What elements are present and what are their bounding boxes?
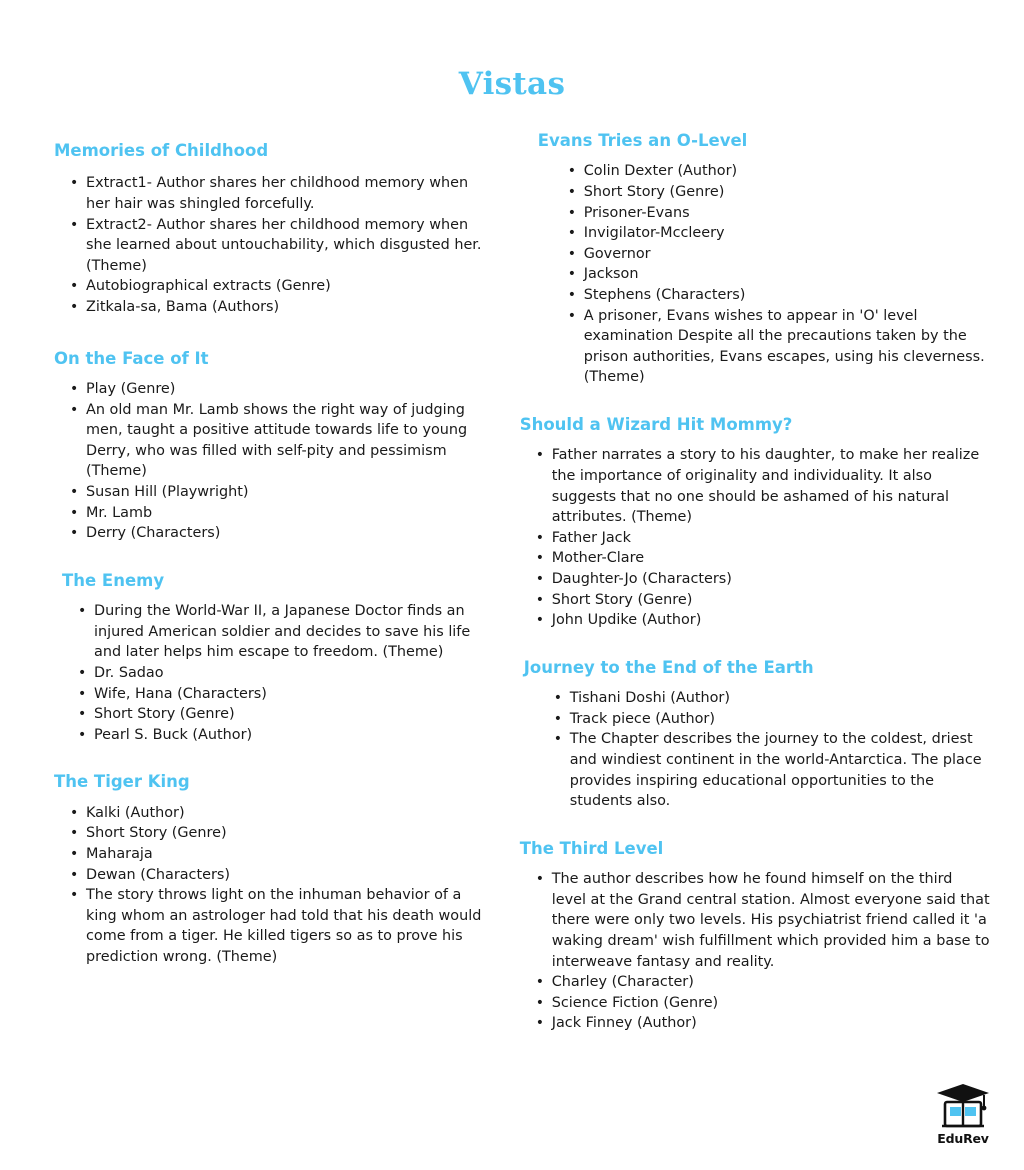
section-heading: Memories of Childhood — [54, 141, 269, 160]
list-item: • Play (Genre) — [84, 379, 490, 400]
page-title: Vistas — [458, 66, 566, 102]
list-item: • Maharaja — [84, 844, 490, 865]
section-journey-to-the-end-of-the-earth — [520, 657, 990, 812]
section-heading: On the Face of It — [54, 348, 209, 368]
logo-text: EduRev — [937, 1131, 989, 1146]
list-item: • Daughter-Jo (Characters) — [550, 569, 990, 590]
list-item: • Science Fiction (Genre) — [550, 993, 990, 1014]
list-item: • Extract1- Author shares her childhood memory when her hair was shingled forcefully. — [84, 173, 490, 214]
list-item: • Father Jack — [550, 528, 990, 549]
section-heading: Should a Wizard Hit Mommy? — [519, 414, 793, 434]
section-heading: Evans Tries an O-Level — [537, 131, 748, 150]
list-item: • Mother-Clare — [550, 548, 990, 569]
list-item: • Short Story (Genre) — [582, 182, 990, 203]
section-the-enemy — [54, 570, 490, 746]
list-item: • Jackson — [582, 264, 990, 285]
list-item: • The story throws light on the inhuman behavior of a king whom an astrologer had told that his death would come from a tiger. He killed tigers so as to prove his prediction wrong. (Theme) — [84, 885, 490, 967]
right-column — [490, 131, 990, 1060]
list-item: • Mr. Lamb — [84, 503, 490, 524]
list-item: • The Chapter describes the journey to the coldest, driest and windiest continent in the world-Antarctica. The place provides inspiring educational opportunities to the students also. — [568, 729, 990, 811]
section-list — [54, 379, 490, 544]
list-item: • Zitkala-sa, Bama (Authors) — [84, 297, 490, 318]
section-evans-tries-an-o-level — [520, 130, 990, 388]
list-item: • An old man Mr. Lamb shows the right way of judging men, taught a positive attitude towards life to young Derry, who was filled with self-pity and pessimism (Theme) — [84, 400, 490, 482]
list-item: • Invigilator-Mccleery — [582, 223, 990, 244]
section-heading: The Third Level — [519, 838, 664, 858]
section-memories-of-childhood — [54, 140, 490, 318]
left-column — [38, 138, 490, 994]
section-heading: The Enemy — [62, 570, 165, 590]
list-item: • Track piece (Author) — [568, 709, 990, 730]
graduation-cap-book-icon — [934, 1082, 992, 1130]
section-the-tiger-king — [54, 771, 490, 967]
list-item: • Kalki (Author) — [84, 803, 490, 824]
list-item: • Susan Hill (Playwright) — [84, 482, 490, 503]
section-list — [54, 803, 490, 968]
list-item: • Jack Finney (Author) — [550, 1013, 990, 1034]
section-the-third-level — [520, 838, 990, 1034]
section-on-the-face-of-it — [54, 348, 490, 544]
list-item: • Short Story (Genre) — [92, 704, 490, 725]
list-item: • Governor — [582, 244, 990, 265]
section-list — [62, 601, 490, 745]
list-item: • A prisoner, Evans wishes to appear in 'O' level examination Despite all the precautions taken by the prison authorities, Evans escapes, using his cleverness. (Theme) — [582, 306, 990, 388]
list-item: • Dewan (Characters) — [84, 865, 490, 886]
list-item: • Autobiographical extracts (Genre) — [84, 276, 490, 297]
list-item: • Short Story (Genre) — [550, 590, 990, 611]
list-item: • Prisoner-Evans — [582, 203, 990, 224]
edurev-logo — [926, 1082, 1000, 1156]
list-item: • Father narrates a story to his daughter, to make her realize the importance of originality and individuality. It also suggests that no one should be ashamed of his natural attributes. (Theme) — [550, 445, 990, 527]
list-item: • Stephens (Characters) — [582, 285, 990, 306]
section-list — [538, 161, 990, 388]
list-item: • Wife, Hana (Characters) — [92, 684, 490, 705]
list-item: • Tishani Doshi (Author) — [568, 688, 990, 709]
list-item: • Extract2- Author shares her childhood memory when she learned about untouchability, which disgusted her. (Theme) — [84, 215, 490, 277]
list-item: • The author describes how he found himself on the third level at the Grand central station. Almost everyone said that there were only two levels. His psychiatrist friend called it 'a waking dream' wish fulfillment which provided him a base to interweave fantasy and reality. — [550, 869, 990, 972]
section-list — [520, 869, 990, 1034]
list-item: • Colin Dexter (Author) — [582, 161, 990, 182]
content-columns — [0, 131, 1024, 1060]
list-item: • John Updike (Author) — [550, 610, 990, 631]
section-list — [520, 445, 990, 630]
list-item: • Short Story (Genre) — [84, 823, 490, 844]
section-should-a-wizard-hit-mommy — [520, 414, 990, 631]
list-item: • Charley (Character) — [550, 972, 990, 993]
section-heading: The Tiger King — [54, 772, 190, 792]
list-item: • Pearl S. Buck (Author) — [92, 725, 490, 746]
section-heading: Journey to the End of the Earth — [523, 657, 814, 677]
list-item: • Dr. Sadao — [92, 663, 490, 684]
list-item: • During the World-War II, a Japanese Doctor finds an injured American soldier and decides to save his life and later helps him escape to freedom. (Theme) — [92, 601, 490, 663]
list-item: • Derry (Characters) — [84, 523, 490, 544]
section-list — [54, 173, 490, 317]
section-list — [524, 688, 990, 812]
